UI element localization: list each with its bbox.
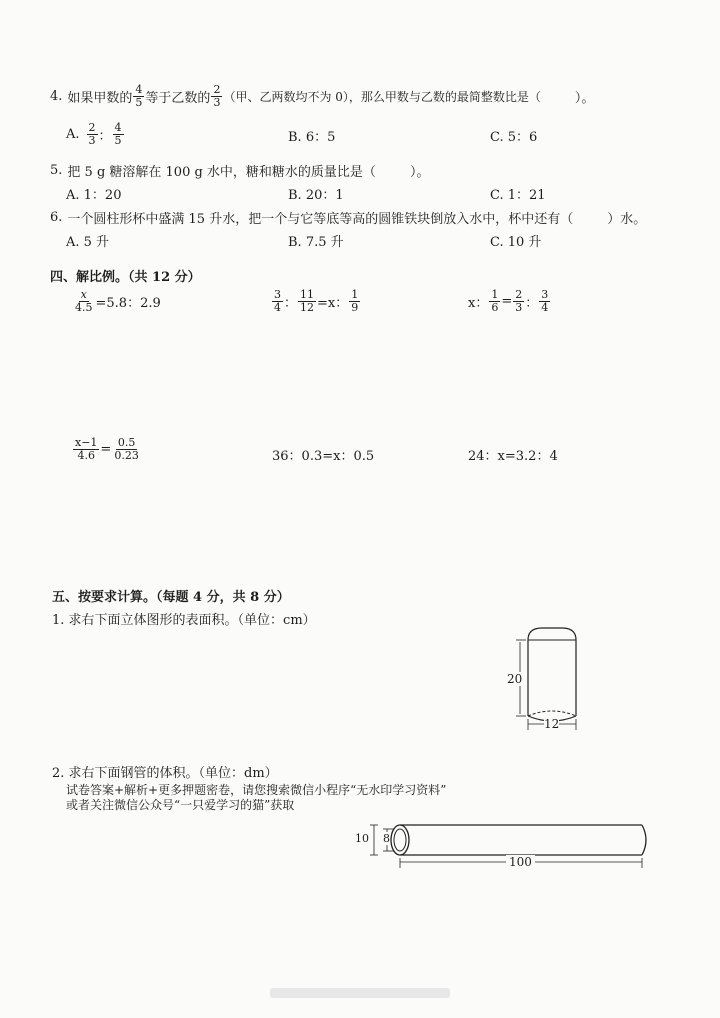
steel-pipe-figure: [350, 818, 650, 874]
question-4: [50, 84, 594, 108]
q4-text-4: ）。: [574, 90, 595, 106]
q6-text: 一个圆柱形杯中盛满 15 升水，把一个与它等底等高的圆锥铁块倒放入水中，杯中还有（: [67, 212, 574, 227]
proportion-6: 24：x=3.2：4: [468, 449, 558, 464]
pipe-outer-label: 10: [355, 832, 369, 845]
proportion-3: x： $\frac{1}{6}$ = $\frac{2}{3}$ ： $\frac{3}{4}$: [468, 288, 549, 314]
q6-option-c: C. 10 升: [490, 235, 542, 250]
section-5-question-1: 1. 求右下面立体图形的表面积。（单位：cm）: [52, 613, 316, 628]
section-5-title: 五、按要求计算。（每题 4 分，共 8 分）: [52, 590, 290, 605]
proportion-1: $\frac{x}{4.5}$ =5.8：2.9: [75, 288, 161, 314]
footer-watermark: [270, 988, 450, 998]
q5-option-c: C. 1：21: [490, 188, 546, 203]
q4-option-a: A. $\frac{2}{3}$ ： $\frac{4}{5}$: [66, 121, 122, 147]
section-4-title: 四、解比例。（共 12 分）: [50, 270, 201, 285]
q4-option-b: B. 6：5: [288, 130, 336, 145]
proportion-2: $\frac{3}{4}$ ： $\frac{11}{12}$ =x： $\frac{1}{9}$: [274, 288, 359, 314]
proportion-4: $\frac{x-1}{4.6}$ = $\frac{0.5}{0.23}$: [75, 436, 139, 462]
promo-line-2: 或者关注微信公众号“一只爱学习的猫”获取: [66, 798, 295, 812]
pipe-inner-label: 8: [383, 832, 390, 845]
question-5: 5. 把 5 g 糖溶解在 100 g 水中，糖和糖水的质量比是（ ）。: [50, 163, 430, 180]
cylinder-height-label: 20: [507, 672, 523, 686]
pipe-length-label: 100: [506, 855, 535, 869]
q6-option-b: B. 7.5 升: [288, 235, 344, 250]
q4-option-c: C. 5：6: [490, 130, 538, 145]
q4-number: 4.: [50, 88, 63, 104]
q4-fraction-1: $\frac{4}{5}$: [135, 83, 143, 109]
cylinder-diameter-label: 12: [544, 717, 560, 731]
q4-text-1: 如果甲数的: [67, 90, 133, 106]
q4-text-2: 等于乙数的: [145, 90, 211, 106]
q5-text: 把 5 g 糖溶解在 100 g 水中，糖和糖水的质量比是（: [67, 165, 376, 180]
section-5-question-2: 2. 求右下面钢管的体积。（单位：dm）: [52, 766, 278, 781]
q4-fraction-2: $\frac{2}{3}$: [213, 83, 221, 109]
q4-text-3: （甲、乙两数均不为 0），那么甲数与乙数的最简整数比是（: [223, 89, 541, 104]
proportion-5: 36：0.3=x：0.5: [272, 449, 375, 464]
promo-line-1: 试卷答案+解析+更多押题密卷，请您搜索微信小程序“无水印学习资料”: [66, 783, 447, 797]
question-6: 6. 一个圆柱形杯中盛满 15 升水，把一个与它等底等高的圆锥铁块倒放入水中，杯中还有（ ）水。: [50, 210, 647, 227]
q5-option-b: B. 20：1: [288, 188, 344, 203]
q5-option-a: A. 1：20: [66, 188, 122, 203]
q6-option-a: A. 5 升: [66, 235, 110, 250]
